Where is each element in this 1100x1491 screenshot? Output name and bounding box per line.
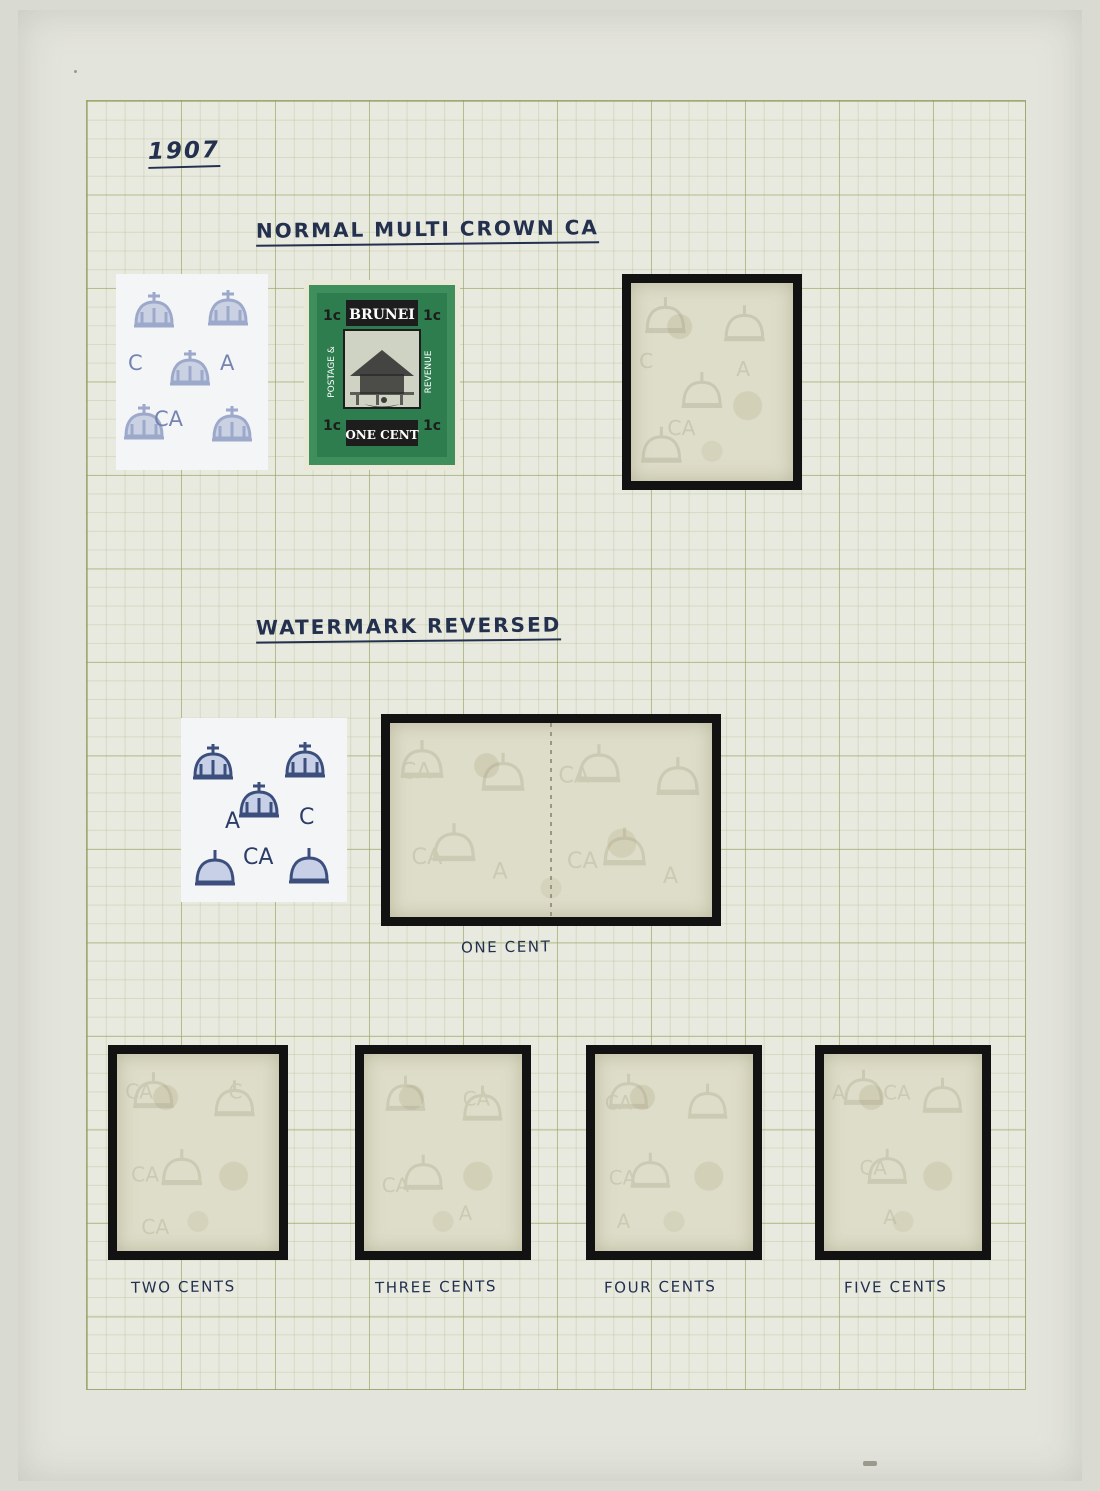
- svg-text:1c: 1c: [422, 418, 442, 434]
- three-cents-mount: [355, 1045, 531, 1260]
- svg-text:A: A: [736, 357, 751, 382]
- svg-text:CA: CA: [125, 1079, 154, 1104]
- brunei-one-cent-stamp: [304, 280, 460, 470]
- svg-text:POSTAGE &: POSTAGE &: [327, 346, 337, 398]
- stamp-back-paper: [364, 1054, 522, 1251]
- svg-text:1c: 1c: [322, 418, 342, 434]
- heading-normal-watermark: NORMAL MULTI CROWN CA: [256, 215, 599, 247]
- svg-text:CA: CA: [859, 1156, 887, 1180]
- svg-text:A: A: [492, 858, 508, 885]
- stamp-back-paper: [824, 1054, 982, 1251]
- two-cents-mount: [108, 1045, 288, 1260]
- stamp-back-paper: [631, 283, 793, 481]
- svg-text:CA: CA: [131, 1162, 160, 1187]
- svg-text:CA: CA: [608, 1166, 637, 1190]
- pencil-speck: [74, 70, 77, 73]
- four-cents-mount: [586, 1045, 762, 1260]
- album-sheet: [18, 10, 1082, 1481]
- svg-text:ONE CENT: ONE CENT: [345, 428, 419, 442]
- svg-text:1c: 1c: [322, 308, 342, 324]
- svg-text:CA: CA: [558, 762, 590, 789]
- svg-text:A: A: [662, 862, 679, 889]
- svg-text:A: A: [883, 1205, 897, 1229]
- svg-text:C: C: [639, 349, 654, 374]
- one-cent-pair-mount: [381, 714, 721, 926]
- svg-text:REVENUE: REVENUE: [424, 350, 434, 394]
- svg-text:CA: CA: [243, 845, 274, 870]
- svg-text:CA: CA: [411, 843, 443, 870]
- svg-text:A: A: [458, 1201, 473, 1225]
- caption-four-cents: FOUR CENTS: [603, 1277, 717, 1297]
- svg-text:C: C: [299, 805, 315, 830]
- svg-text:CA: CA: [141, 1215, 170, 1240]
- stamp-back-paper: [117, 1054, 279, 1251]
- svg-text:CA: CA: [381, 1174, 410, 1198]
- pencil-speck: [863, 1461, 877, 1466]
- stamp-back-paper: [390, 723, 712, 917]
- svg-text:A: A: [220, 351, 235, 375]
- svg-text:1c: 1c: [422, 308, 442, 324]
- svg-text:CA: CA: [667, 415, 696, 440]
- watermark-diagram-normal: [116, 274, 268, 470]
- heading-watermark-reversed: WATERMARK REVERSED: [256, 612, 562, 643]
- page-title-year: 1907: [148, 137, 221, 169]
- svg-text:A: A: [225, 809, 241, 834]
- svg-text:C: C: [128, 351, 143, 375]
- svg-text:BRUNEI: BRUNEI: [349, 307, 415, 323]
- five-cents-mount: [815, 1045, 991, 1260]
- svg-text:CA: CA: [400, 758, 432, 785]
- svg-text:CA: CA: [604, 1091, 633, 1115]
- caption-one-cent: ONE CENT: [460, 937, 552, 957]
- caption-five-cents: FIVE CENTS: [843, 1277, 948, 1297]
- svg-text:CA: CA: [462, 1087, 491, 1111]
- watermark-diagram-reversed: [181, 718, 347, 902]
- svg-text:A: A: [831, 1081, 846, 1105]
- stamp-back-paper: [595, 1054, 753, 1251]
- svg-text:A: A: [616, 1209, 631, 1233]
- svg-text:CA: CA: [883, 1081, 911, 1105]
- caption-three-cents: THREE CENTS: [374, 1277, 498, 1297]
- svg-text:CA: CA: [154, 407, 184, 431]
- normal-watermark-stamp-back: [622, 274, 802, 490]
- caption-two-cents: TWO CENTS: [130, 1277, 236, 1297]
- svg-text:C: C: [228, 1079, 243, 1104]
- svg-text:CA: CA: [566, 848, 598, 875]
